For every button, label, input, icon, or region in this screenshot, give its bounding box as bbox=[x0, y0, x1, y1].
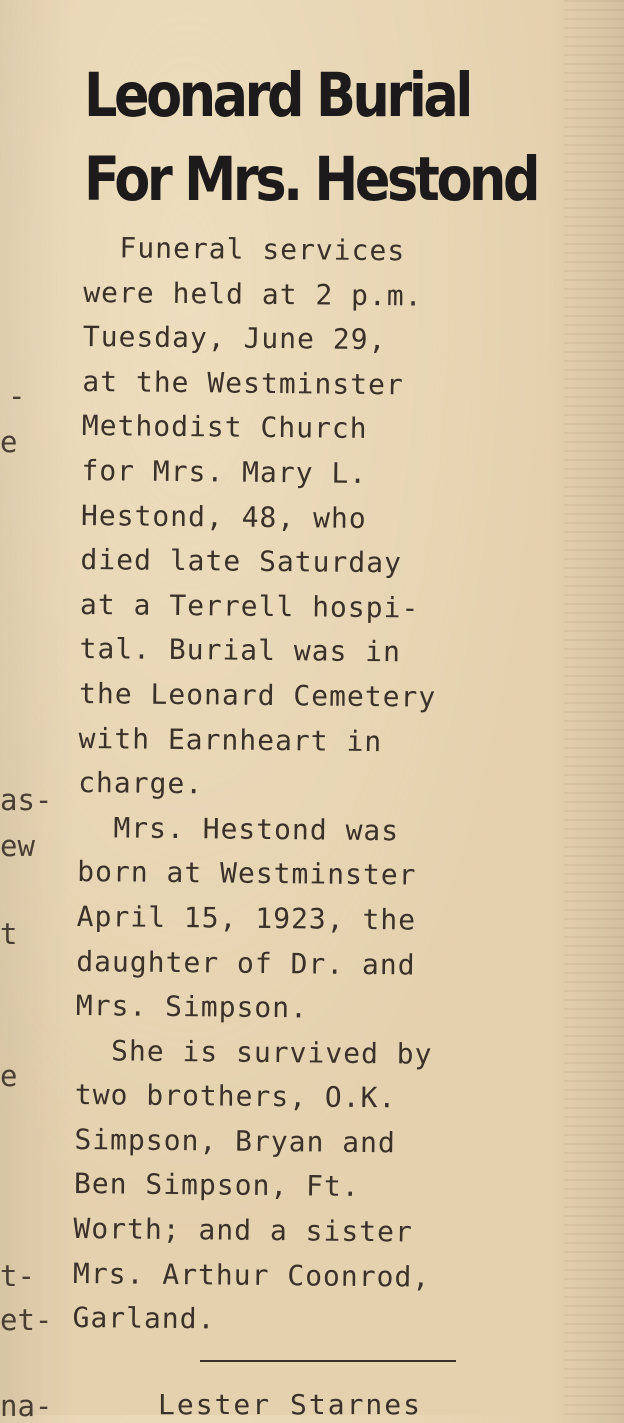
text-line: Mrs. Arthur Coonrod, bbox=[72, 1256, 431, 1294]
fragment-text: - bbox=[8, 379, 26, 413]
text-line: Tuesday, June 29, bbox=[82, 320, 387, 357]
text-line: charge. bbox=[77, 766, 204, 801]
text-line: April 15, 1923, the bbox=[76, 899, 417, 937]
text-line: for Mrs. Mary L. bbox=[81, 453, 368, 490]
text-line: Methodist Church bbox=[81, 409, 368, 446]
article-divider bbox=[200, 1360, 456, 1362]
next-article-title: Lester Starnes bbox=[158, 1388, 423, 1421]
paragraph-survivors bbox=[72, 1029, 535, 1346]
adjacent-column-edge bbox=[564, 0, 624, 1415]
paragraph-birth bbox=[76, 806, 538, 1034]
text-line: at a Terrell hospi- bbox=[79, 587, 420, 625]
text-line: at the Westminster bbox=[82, 364, 404, 402]
text-line: Mrs. Hestond was bbox=[77, 810, 400, 848]
article-body bbox=[72, 226, 544, 1346]
text-line: the Leonard Cemetery bbox=[78, 676, 437, 714]
text-line: Hestond, 48, who bbox=[80, 498, 367, 535]
text-line: Worth; and a sister bbox=[73, 1212, 413, 1249]
text-line: tal. Burial was in bbox=[79, 632, 402, 669]
fragment-text: as- bbox=[0, 783, 53, 817]
adjacent-column-fragments bbox=[0, 0, 60, 1423]
paragraph-funeral-services bbox=[78, 226, 544, 811]
text-line: Garland. bbox=[72, 1301, 216, 1336]
text-line: were held at 2 p.m. bbox=[83, 275, 423, 313]
text-line: two brothers, O.K. bbox=[74, 1078, 397, 1115]
obituary-article bbox=[72, 54, 544, 1341]
fragment-text: t- bbox=[0, 1259, 35, 1293]
text-line: Mrs. Simpson. bbox=[75, 989, 309, 1025]
fragment-text: na- bbox=[0, 1389, 53, 1423]
text-line: with Earnheart in bbox=[78, 721, 383, 758]
fragment-text: e bbox=[0, 425, 18, 459]
fragment-text: et- bbox=[0, 1303, 53, 1337]
text-line: daughter of Dr. and bbox=[76, 944, 416, 982]
headline-line: For Mrs. Hestond bbox=[84, 144, 538, 215]
text-line: She is survived by bbox=[75, 1033, 433, 1071]
text-line: born at Westminster bbox=[77, 855, 417, 892]
text-line: Funeral services bbox=[83, 230, 406, 268]
headline-line: Leonard Burial bbox=[84, 60, 470, 131]
text-line: Ben Simpson, Ft. bbox=[73, 1167, 360, 1204]
headline bbox=[84, 54, 538, 222]
text-line: Simpson, Bryan and bbox=[74, 1122, 397, 1160]
fragment-text: e bbox=[0, 1059, 18, 1093]
text-line: died late Saturday bbox=[80, 543, 403, 580]
fragment-text: ew bbox=[0, 829, 35, 863]
fragment-text: t bbox=[0, 917, 18, 951]
